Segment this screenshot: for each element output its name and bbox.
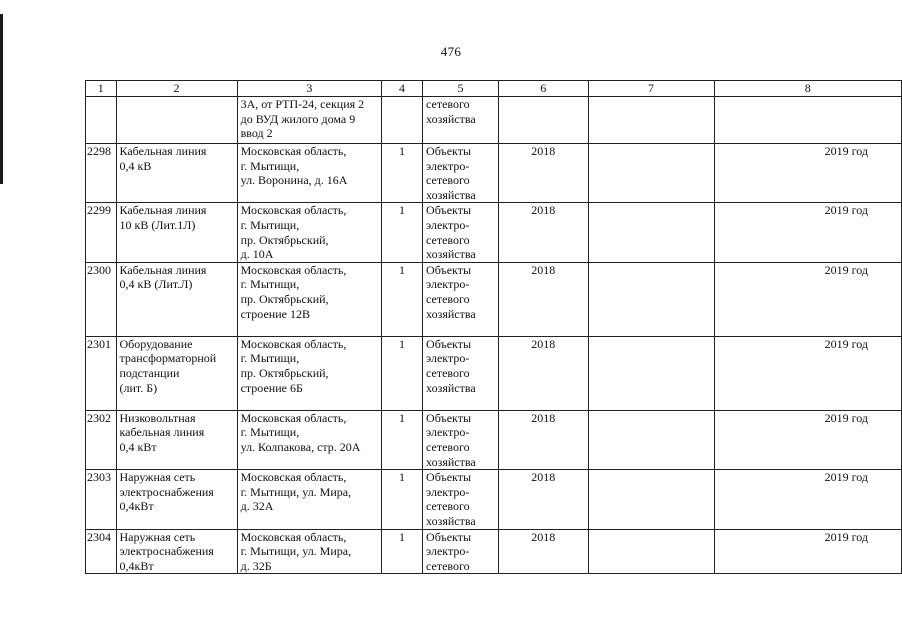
address-cell-line: г. Мытищи,: [240, 277, 300, 292]
year-cell: 2018: [498, 470, 588, 529]
category-cell-line: сетевого: [426, 439, 470, 454]
table-row: [86, 410, 902, 469]
address-cell-line: строение 12В: [240, 306, 310, 321]
address-cell-line: Московская область,: [240, 144, 347, 158]
object-name-cell: [116, 262, 237, 336]
address-cell-line: Московская область,: [240, 336, 347, 351]
object-name-cell-line: кабельная линия: [119, 425, 205, 440]
address-cell-line: пр. Октябрьский,: [240, 232, 329, 247]
deadline-cell: 2019 год: [714, 470, 901, 529]
object-name-cell: [116, 336, 237, 410]
column-7-cell: [588, 410, 714, 469]
address-cell-line: д. 32А: [240, 499, 274, 514]
category-cell-line: электро-: [426, 425, 470, 440]
table-row: [86, 144, 902, 203]
object-name-cell-line: Кабельная линия: [119, 262, 207, 277]
object-name-cell-line: электроснабжения: [119, 484, 214, 499]
object-name-cell-line: Низковольтная: [119, 410, 196, 425]
object-name-cell: [116, 470, 237, 529]
column-7-cell: [588, 470, 714, 529]
category-cell-line: сетевого: [426, 291, 470, 306]
category-cell-line: электро-: [426, 351, 470, 366]
column-7-cell: [588, 262, 714, 336]
deadline-cell: 2019 год: [714, 203, 901, 262]
deadline-cell: [714, 97, 901, 144]
column-header-5: 5: [423, 81, 499, 97]
category-cell-line: электро-: [426, 484, 470, 499]
row-number-cell: 2299: [86, 203, 117, 262]
row-number-cell: [86, 97, 117, 144]
deadline-cell: 2019 год: [714, 144, 901, 203]
category-cell-line: хозяйства: [426, 187, 476, 202]
category-cell-line: электро-: [426, 217, 470, 232]
object-name-cell-line: 0,4кВт: [119, 499, 154, 514]
year-cell: [498, 97, 588, 144]
address-cell: [237, 144, 381, 203]
category-cell-line: электро-: [426, 277, 470, 292]
object-name-cell-line: Кабельная линия: [119, 203, 207, 218]
column-header-7: 7: [588, 81, 714, 97]
category-cell: [423, 144, 499, 203]
address-cell: [237, 470, 381, 529]
category-cell-line: электро-: [426, 544, 470, 559]
category-cell-line: Объекты: [426, 203, 472, 218]
category-cell-line: хозяйства: [426, 454, 476, 469]
address-cell: [237, 262, 381, 336]
year-cell: 2018: [498, 203, 588, 262]
quantity-cell: 1: [382, 144, 423, 203]
column-7-cell: [588, 529, 714, 574]
quantity-cell: 1: [382, 336, 423, 410]
object-name-cell-line: 0,4 кВт: [119, 439, 157, 454]
address-cell-line: д. 10А: [240, 247, 274, 262]
address-cell-line: 3А, от РТП-24, секция 2: [240, 97, 365, 111]
year-cell: 2018: [498, 529, 588, 574]
category-cell-line: электро-: [426, 158, 470, 173]
object-name-cell-line: подстанции: [119, 365, 180, 380]
address-cell-line: пр. Октябрьский,: [240, 365, 329, 380]
register-table: [85, 80, 902, 574]
object-name-cell-line: 0,4кВт: [119, 558, 154, 573]
deadline-cell: 2019 год: [714, 410, 901, 469]
object-name-cell-line: 0,4 кВ (Лит.Л): [119, 277, 193, 292]
quantity-cell: 1: [382, 203, 423, 262]
object-name-cell-line: (лит. Б): [119, 380, 158, 395]
deadline-cell: 2019 год: [714, 262, 901, 336]
object-name-cell-line: 10 кВ (Лит.1Л): [119, 217, 196, 232]
object-name-cell-line: Наружная сеть: [119, 470, 196, 485]
row-number-cell: 2302: [86, 410, 117, 469]
address-cell: [237, 410, 381, 469]
address-cell-line: Московская область,: [240, 410, 347, 425]
category-cell-line: Объекты: [426, 144, 472, 158]
table-row: [86, 262, 902, 336]
category-cell-line: хозяйства: [426, 513, 476, 528]
scan-edge-mark: [0, 14, 3, 184]
column-header-4: 4: [382, 81, 423, 97]
column-header-2: 2: [116, 81, 237, 97]
year-cell: 2018: [498, 144, 588, 203]
category-cell: [423, 336, 499, 410]
quantity-cell: [382, 97, 423, 144]
category-cell-line: хозяйства: [426, 380, 476, 395]
category-cell-line: сетевого: [426, 558, 470, 573]
object-name-cell-line: Наружная сеть: [119, 529, 196, 544]
deadline-cell: 2019 год: [714, 529, 901, 574]
column-header-3: 3: [237, 81, 381, 97]
year-cell: 2018: [498, 336, 588, 410]
address-cell-line: г. Мытищи,: [240, 158, 300, 173]
table-row: [86, 97, 902, 144]
object-name-cell-line: электроснабжения: [119, 544, 214, 559]
quantity-cell: 1: [382, 262, 423, 336]
address-cell-line: до ВУД жилого дома 9: [240, 111, 356, 126]
column-7-cell: [588, 203, 714, 262]
quantity-cell: 1: [382, 410, 423, 469]
quantity-cell: 1: [382, 470, 423, 529]
header-row: [86, 81, 902, 97]
address-cell-line: ул. Колпакова, стр. 20А: [240, 439, 361, 454]
address-cell-line: г. Мытищи,: [240, 217, 300, 232]
address-cell-line: Московская область,: [240, 262, 347, 277]
object-name-cell: [116, 529, 237, 574]
object-name-cell: [116, 203, 237, 262]
page-number: 476: [440, 44, 462, 59]
category-cell-line: Объекты: [426, 470, 472, 485]
object-name-cell: [116, 97, 237, 144]
row-number-cell: 2304: [86, 529, 117, 574]
column-7-cell: [588, 336, 714, 410]
category-cell-line: Объекты: [426, 336, 472, 351]
address-cell-line: г. Мытищи,: [240, 425, 300, 440]
category-cell-line: Объекты: [426, 410, 472, 425]
register-table-body: [86, 81, 902, 574]
column-header-8: 8: [714, 81, 901, 97]
column-7-cell: [588, 144, 714, 203]
address-cell-line: Московская область,: [240, 529, 347, 544]
category-cell: [423, 262, 499, 336]
table-row: [86, 470, 902, 529]
object-name-cell-line: 0,4 кВ: [119, 158, 152, 173]
address-cell: [237, 336, 381, 410]
category-cell-line: хозяйства: [426, 247, 476, 262]
object-name-cell-line: трансформаторной: [119, 351, 217, 366]
address-cell-line: г. Мытищи, ул. Мира,: [240, 544, 352, 559]
address-cell-line: Московская область,: [240, 203, 347, 218]
address-cell-line: Московская область,: [240, 470, 347, 485]
category-cell-line: сетевого: [426, 97, 470, 111]
category-cell-line: сетевого: [426, 499, 470, 514]
table-row: [86, 529, 902, 574]
category-cell: [423, 203, 499, 262]
address-cell-line: г. Мытищи,: [240, 351, 300, 366]
address-cell-line: пр. Октябрьский,: [240, 291, 329, 306]
address-cell-line: д. 32Б: [240, 558, 272, 573]
table-row: [86, 336, 902, 410]
category-cell-line: хозяйства: [426, 111, 476, 126]
category-cell: [423, 529, 499, 574]
object-name-cell-line: Кабельная линия: [119, 144, 207, 158]
column-header-1: 1: [86, 81, 117, 97]
quantity-cell: 1: [382, 529, 423, 574]
row-number-cell: 2300: [86, 262, 117, 336]
year-cell: 2018: [498, 262, 588, 336]
address-cell-line: г. Мытищи, ул. Мира,: [240, 484, 352, 499]
category-cell-line: хозяйства: [426, 306, 476, 321]
row-number-cell: 2303: [86, 470, 117, 529]
address-cell: [237, 97, 381, 144]
address-cell-line: строение 6Б: [240, 380, 303, 395]
row-number-cell: 2298: [86, 144, 117, 203]
column-7-cell: [588, 97, 714, 144]
category-cell-line: Объекты: [426, 262, 472, 277]
category-cell-line: Объекты: [426, 529, 472, 544]
category-cell-line: сетевого: [426, 173, 470, 188]
column-header-6: 6: [498, 81, 588, 97]
deadline-cell: 2019 год: [714, 336, 901, 410]
category-cell-line: сетевого: [426, 365, 470, 380]
address-cell-line: ввод 2: [240, 126, 273, 141]
object-name-cell: [116, 144, 237, 203]
category-cell: [423, 470, 499, 529]
year-cell: 2018: [498, 410, 588, 469]
category-cell: [423, 97, 499, 144]
address-cell: [237, 529, 381, 574]
address-cell-line: ул. Воронина, д. 16А: [240, 173, 348, 188]
address-cell: [237, 203, 381, 262]
row-number-cell: 2301: [86, 336, 117, 410]
category-cell-line: сетевого: [426, 232, 470, 247]
category-cell: [423, 410, 499, 469]
object-name-cell-line: Оборудование: [119, 336, 193, 351]
object-name-cell: [116, 410, 237, 469]
table-row: [86, 203, 902, 262]
